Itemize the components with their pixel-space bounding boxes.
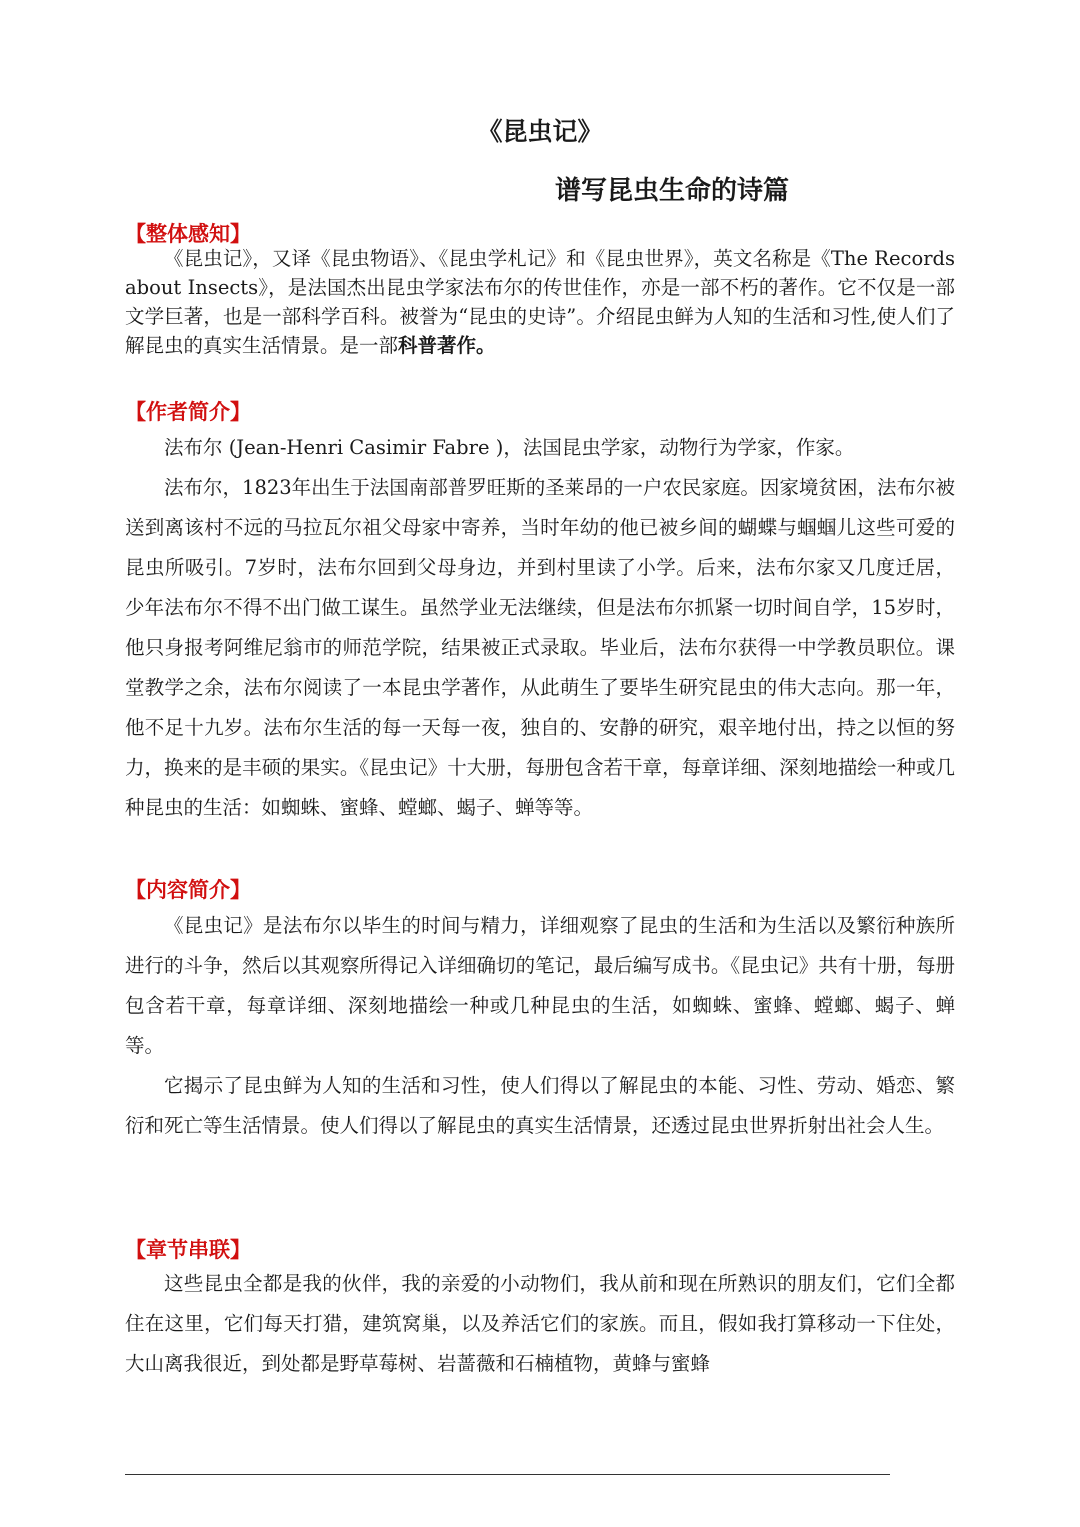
overview-heading: 【整体感知】	[125, 222, 251, 246]
content-heading: 【内容简介】	[125, 878, 251, 902]
content-paragraph-2: 它揭示了昆虫鲜为人知的生活和习性，使人们得以了解昆虫的本能、习性、劳动、婚恋、繁衍和死亡等生活情景。使人们得以了解昆虫的真实生活情景，还透过昆虫世界折射出社会人生。	[125, 1074, 955, 1137]
author-heading: 【作者简介】	[125, 400, 251, 424]
document-title: 《昆虫记》	[477, 117, 603, 146]
overview-paragraph	[125, 244, 955, 360]
footer-rule	[125, 1474, 890, 1475]
document-subtitle: 谱写昆虫生命的诗篇	[555, 176, 790, 206]
chapters-paragraph-1: 这些昆虫全都是我的伙伴，我的亲爱的小动物们，我从前和现在所熟识的朋友们，它们全都住在这里，它们每天打猎，建筑窝巢，以及养活它们的家族。而且，假如我打算移动一下住处，大山离我很近，到处都是野草莓树、岩蔷薇和石楠植物，黄蜂与蜜蜂	[125, 1272, 955, 1375]
author-paragraph-1: 法布尔 (Jean-Henri Casimir Fabre )，法国昆虫学家，动物行为学家，作家。	[164, 436, 855, 459]
overview-text: 《昆虫记》，又译《昆虫物语》、《昆虫学札记》和《昆虫世界》，英文名称是《The Records about Insects》，是法国杰出昆虫学家法布尔的传世佳作，亦是一部不朽的著作。它不仅是一部文学巨著，也是一部科学百科。被誉为“昆虫的史诗”。介绍昆虫鲜为人知的生活和习性,使人们了解昆虫的真实生活情景。是一部	[125, 247, 955, 357]
author-paragraph-2: 法布尔，1823年出生于法国南部普罗旺斯的圣莱昂的一户农民家庭。因家境贫困，法布尔被送到离该村不远的马拉瓦尔祖父母家中寄养，当时年幼的他已被乡间的蝴蝶与蝈蝈儿这些可爱的昆虫所吸引。7岁时，法布尔回到父母身边，并到村里读了小学。后来，法布尔家又几度迁居，少年法布尔不得不出门做工谋生。虽然学业无法继续，但是法布尔抓紧一切时间自学，15岁时，他只身报考阿维尼翁市的师范学院，结果被正式录取。毕业后，法布尔获得一中学教员职位。课堂教学之余，法布尔阅读了一本昆虫学著作，从此萌生了要毕生研究昆虫的伟大志向。那一年，他不足十九岁。法布尔生活的每一天每一夜，独自的、安静的研究，艰辛地付出，持之以恒的努力，换来的是丰硕的果实。《昆虫记》十大册，每册包含若干章，每章详细、深刻地描绘一种或几种昆虫的生活：如蜘蛛、蜜蜂、螳螂、蝎子、蝉等等。	[125, 476, 955, 819]
content-paragraph-1: 《昆虫记》是法布尔以毕生的时间与精力，详细观察了昆虫的生活和为生活以及繁衍种族所进行的斗争，然后以其观察所得记入详细确切的笔记，最后编写成书。《昆虫记》共有十册，每册包含若干章，每章详细、深刻地描绘一种或几种昆虫的生活，如蜘蛛、蜜蜂、螳螂、蝎子、蝉等。	[125, 914, 955, 1057]
overview-emphasis: 科普著作。	[398, 334, 496, 357]
chapters-heading: 【章节串联】	[125, 1238, 251, 1262]
